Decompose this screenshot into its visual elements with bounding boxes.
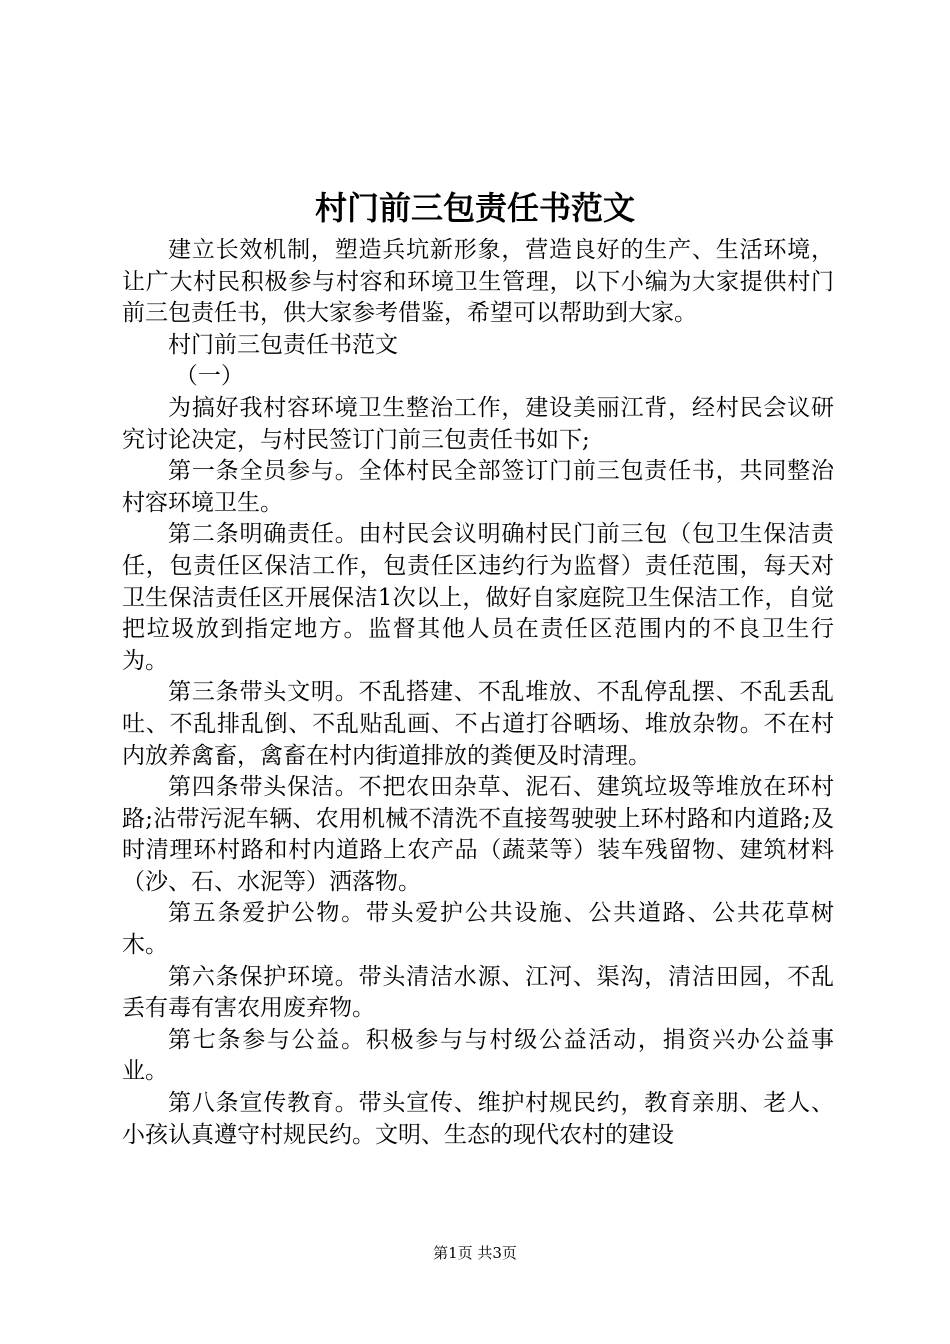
paragraph-article-4: 第四条带头保洁。不把农田杂草、泥石、建筑垃圾等堆放在环村路;沾带污泥车辆、农用机械不清洗不直接驾驶驶上环村路和内道路;及时清理环村路和村内道路上农产品（蔬菜等）装车残留物、建筑材料（沙、石、水泥等）洒落物。 bbox=[122, 774, 834, 895]
paragraph-article-5: 第五条爱护公物。带头爱护公共设施、公共道路、公共花草树木。 bbox=[122, 900, 834, 959]
page-footer: 第1页 共3页 bbox=[433, 1244, 517, 1262]
document-body bbox=[122, 235, 834, 1151]
document-title: 村门前三包责任书范文 bbox=[314, 189, 635, 227]
paragraph-intro: 建立长效机制，塑造兵坑新形象，营造良好的生产、生活环境，让广大村民积极参与村容和环境卫生管理，以下小编为大家提供村门前三包责任书，供大家参考借鉴，希望可以帮助到大家。 bbox=[122, 237, 834, 327]
paragraph-section-number: （一） bbox=[174, 363, 244, 390]
paragraph-article-6: 第六条保护环境。带头清洁水源、江河、渠沟，清洁田园，不乱丢有毒有害农用废弃物。 bbox=[122, 963, 834, 1022]
paragraph-article-3: 第三条带头文明。不乱搭建、不乱堆放、不乱停乱摆、不乱丢乱吐、不乱排乱倒、不乱贴乱画、不占道打谷晒场、堆放杂物。不在村内放养禽畜，禽畜在村内街道排放的粪便及时清理。 bbox=[122, 679, 834, 769]
paragraph-subtitle: 村门前三包责任书范文 bbox=[168, 331, 398, 358]
paragraph-article-2: 第二条明确责任。由村民会议明确村民门前三包（包卫生保洁责任，包责任区保洁工作，包责任区违约行为监督）责任范围，每天对卫生保洁责任区开展保洁1次以上，做好自家庭院卫生保洁工作，自觉把垃圾放到指定地方。监督其他人员在责任区范围内的不良卫生行为。 bbox=[122, 521, 834, 674]
paragraph-article-7: 第七条参与公益。积极参与与村级公益活动，捐资兴办公益事业。 bbox=[122, 1026, 834, 1085]
paragraph-article-1: 第一条全员参与。全体村民全部签订门前三包责任书，共同整治村容环境卫生。 bbox=[122, 458, 834, 516]
paragraph-article-8: 第八条宣传教育。带头宣传、维护村规民约，教育亲朋、老人、小孩认真遵守村规民约。文明、生态的现代农村的建设 bbox=[122, 1090, 834, 1148]
paragraph-preamble: 为搞好我村容环境卫生整治工作，建设美丽江背，经村民会议研究讨论决定，与村民签订门前三包责任书如下; bbox=[122, 394, 834, 453]
